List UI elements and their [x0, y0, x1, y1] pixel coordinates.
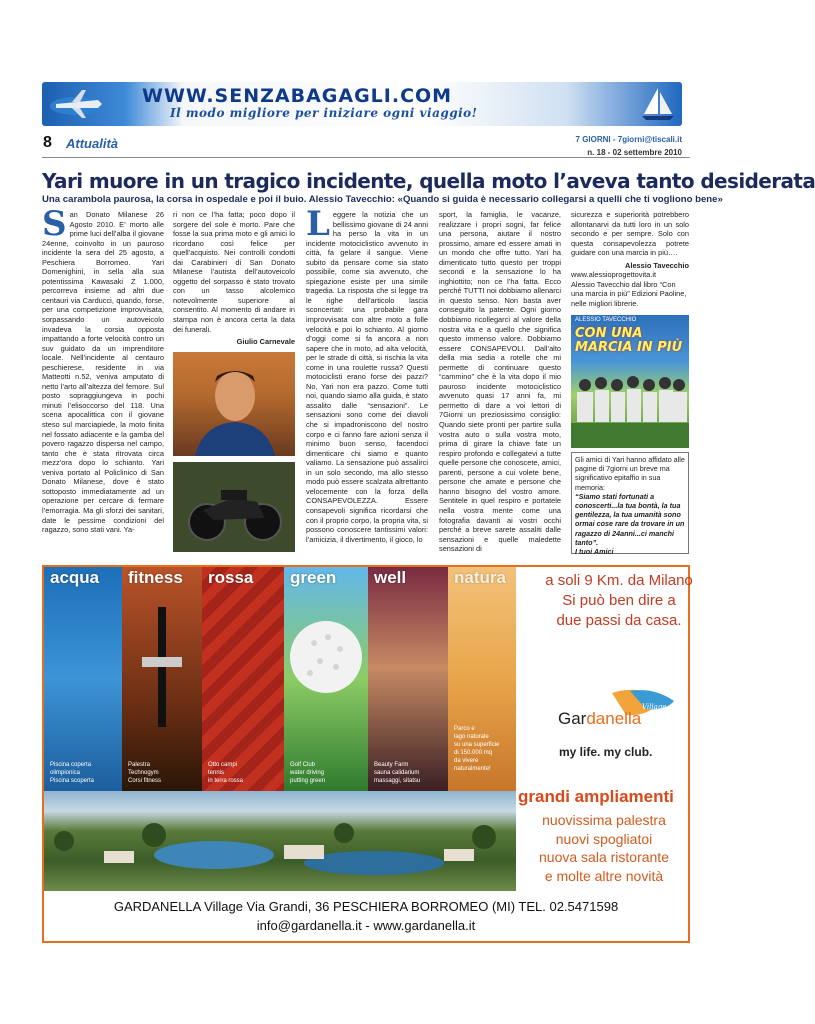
article-column-5	[571, 210, 689, 308]
header-divider	[42, 157, 690, 158]
article-column-2	[173, 210, 295, 347]
banner-url: WWW.SENZABAGAGLI.COM	[142, 85, 453, 107]
ad-panel-well	[368, 567, 448, 791]
logo-part2: danella	[586, 709, 642, 728]
website-link[interactable]: www.alessioprogettovita.it	[571, 270, 657, 280]
club-slogan: my life. my club.	[559, 745, 653, 759]
panel-label: natura	[454, 568, 506, 587]
panel-info: Piscina coperta olimpionica Piscina scoperta	[50, 762, 95, 784]
panel-info: Otto campi tennis in terra rossa	[208, 762, 244, 784]
tagline-line: due passi da casa.	[556, 612, 682, 629]
article-subhead: Una carambola paurosa, la corsa in ospedale e poi il buio. Alessio Tavecchio: «Quando si guida è necessario collegarsi a quelli che ti vogliono bene»	[42, 194, 723, 205]
issue-email: 7 GIORNI - 7giorni@tiscali.it	[575, 135, 682, 144]
book-author: ALESSIO TAVECCHIO	[575, 317, 637, 323]
panel-info: Parco e lago naturale su una superficie di 150.000 mq da vivere naturalmente!	[454, 726, 500, 772]
section-title: Attualità	[66, 136, 118, 151]
panel-label: acqua	[50, 568, 100, 587]
ad-panel-natura	[448, 567, 516, 791]
tagline-line: Si può ben dire a	[562, 592, 676, 609]
logo-wordmark	[558, 709, 641, 729]
book-cover	[571, 315, 689, 448]
banner-ad[interactable]	[42, 82, 682, 126]
airplane-icon	[48, 88, 106, 120]
ad-panel-green	[284, 567, 368, 791]
article-headline: Yari muore in un tragico incidente, quella moto l’aveva tanto desiderata	[42, 169, 815, 193]
column-text: ri non ce l’ha fatta; poco dopo il sorgere del sole è morto. Pare che fosse la sua prima moto e gli amici lo ricordano così felice per quell’acquisto. Nei controlli condotti dai Carabinieri di San Donato Milanese l’autista dell’autoveicolo oggetto del sorpasso è stato trovato con un tasso alcolemico notevolmente superiore al consentito. Al momento di andare in stampa non è ancora certa la data dei funerali.	[173, 210, 295, 334]
ad-address: GARDANELLA Village Via Grandi, 36 PESCHIERA BORROMEO (MI) TEL. 02.5471598	[113, 899, 619, 914]
ampliamenti-list	[518, 811, 690, 885]
issue-date: n. 18 - 02 settembre 2010	[587, 148, 682, 157]
list-item: nuova sala ristorante	[539, 849, 669, 865]
logo-part1: Gar	[558, 709, 587, 728]
logo-subtitle: Village	[642, 703, 667, 711]
sailboat-icon	[638, 86, 678, 122]
article-column-4	[439, 210, 561, 554]
column-text: eggere la notizia che un bellissimo giovane di 24 anni ha perso la vita in un incidente motociclistico avvenuto in città, fa gelare il sangue. Viene subito da pensare come sia stato possibile, come sia avvenuto, che spiegazione esiste per una simile tragedia. La risposta che si legge tra le righe dell’articolo lascia sconcertati: una probabile gara improvvisata con altre moto a folle velocità e poi lo schianto. Al giorno d’oggi come si fa ancora a non sapere che in moto, ad alta velocità, per le strade di città, si rischia la vita come in una roulette russa? Questi motociclisti erano forse dei pazzi? No, Yari non era pazzo. Come tutti noi, quando siamo alla guida, è stato assalito dalle “sensazioni”. Le sensazioni sono come dei diavoli che si impadroniscono del nostro corpo e ci fanno fare azioni senza il minimo buon senso, facendoci dimenticare chi siamo e quanto valiamo. La sensazione può assalirci in un solo secondo, ma allo stesso modo può essere scalzata altrettanto velocemente con la forza della CONSAPEVOLEZZA. Essere consapevoli significa ricordarsi che con il proprio corpo, la propria vita, si possono conoscere tantissimi valori: l’amicizia, il divertimento, il gioco, lo	[306, 210, 428, 544]
panel-info: Golf Club water driving putting green	[290, 762, 326, 784]
tagline-line: a soli 9 Km. da Milano	[545, 572, 693, 589]
ad-panel-acqua	[44, 567, 122, 791]
panel-label: well	[374, 568, 407, 587]
panel-label: rossa	[208, 568, 254, 587]
panel-info: Beauty Farm sauna calidarium massaggi, sitatsu	[374, 762, 421, 784]
author-signature: Alessio Tavecchio	[625, 260, 689, 270]
banner-slogan: Il modo migliore per iniziare ogni viaggio!	[170, 106, 478, 120]
portrait-photo	[173, 352, 295, 456]
motorcycle-photo	[173, 462, 295, 552]
page-number: 8	[43, 134, 52, 151]
list-item: nuovi spogliatoi	[555, 830, 653, 847]
aerial-photo	[44, 791, 516, 891]
column-text: sport, la famiglia, le vacanze, realizzare i propri sogni, far felice una persona, aiutare il nostro prossimo, amare ed essere amati in un mondo che offre tutto. Yari ha dimenticato tutto questo per troppi secondi e la sensazione lo ha inghiottito; non ce l’ha fatta. Ecco perché TUTTI noi dobbiamo allenarci in questo senso. Non basta aver conseguito la patente. Ogni giorno dobbiamo ricollegarci al valore della nostra vita e a quello che significa questo immenso valore. Dobbiamo essere CONSAPEVOLI. Dall’alto della mia sedia a rotelle che mi permette di continuare questo “cammino” che è la vita dopo il mio pauroso incidente motociclistico avvenuto quasi 17 anni fa, mi permetto di dare a voi lettori di 7Giorni un preziosissimo consiglio: Quando siete pronti per partire sulla vostra auto o sulla vostra moto, prima di girare la chiave fate un respiro profondo e collegatevi a tutte quelle persone che conoscete, amici, parenti, persone a cui volete bene, persone che amate e persone che hanno bisogno del vostro amore. Sentitele in quel respiro e portatele nella vostra mente come una fotografia davanti ai vostri occhi perché a breve sarete assaliti dalle sensazioni e quelle maledette sensazioni di	[439, 210, 561, 554]
drop-cap: S	[42, 204, 67, 244]
list-item: e molte altre novità	[544, 867, 664, 884]
author-signature: Giulio Carnevale	[236, 337, 295, 347]
epitaph-signature: I tuoi Amici	[575, 547, 614, 557]
epitaph-intro: Gli amici di Yari hanno affidato alle pagine di 7giorni un breve ma significativo epitaffio in sua memoria:	[575, 455, 685, 492]
panel-info: Palestra Technogym Corsi fitness	[128, 762, 162, 784]
ad-website[interactable]: info@gardanella.it - www.gardanella.it	[256, 918, 476, 933]
article-column-3	[306, 204, 428, 544]
ad-tagline	[544, 571, 694, 631]
column-text: an Donato Milanese 26 Agosto 2010. E’ morto alle prime luci dell’alba il giovane 24enne, coinvolto in un pauroso incidente la sera del 25 agosto, a Peschiera Borromeo. Yari Domenighini, in sella alla sua potentissima Kawasaki Z 1.000, percorreva insieme ad altri due centauri via Carducci, quando, forse, per una competizione improvvisata, sorpassando un autoveicolo invadeva la corsia opposta impattando a forte velocità contro un suv guidato da un imprenditore locale. Nell’incidente al centauro peschierese, residente in via Matteotti n.52, veniva amputato di netto l’arto all’altezza del femore. Sul posto sopraggiungeva in pochi minuti l’elisoccorso del 118. Una scena apocalittica con il giovane steso sul marciapiede, la moto finita nel fossato adiacente e la gamba del povero ragazzo dispersa nel campo, tanto che è stata ritrovata circa mezz’ora dopo lo schianto. Yari veniva portato al Policlinico di San Donato Milanese, dove è stato sottoposto immediatamente ad un operazione per cercare di fermare l’emorragia. Ma gli sforzi dei sanitari, date le pessime condizioni del ragazzo, sono stati vani. Ya-	[42, 210, 164, 535]
article-column-1	[42, 204, 164, 535]
epitaph-box	[571, 452, 689, 557]
gardanella-logo	[542, 687, 692, 741]
gardanella-advertisement[interactable]	[42, 565, 693, 943]
book-title: CON UNA MARCIA IN PIÙ	[575, 326, 683, 355]
epitaph-quote: “Siamo stati fortunati a conoscerti...la tua bontà, la tua gentilezza, la tua umanità sono ormai cose rare da trovare in un ragazzo di 24anni...ci manchi tanto”.	[575, 491, 685, 547]
book-reference: Alessio Tavecchio dal libro “Con una marcia in più” Edizioni Paoline, nelle migliori librerie.	[571, 279, 687, 308]
panel-label: fitness	[128, 568, 183, 587]
list-item: nuovissima palestra	[542, 812, 666, 828]
panel-label: green	[290, 568, 337, 587]
column-text: sicurezza e superiorità potrebbero allontanarvi da tutti loro in un solo secondo e per sempre. Solo con questa consapevolezza potrete guidare con una marcia in più….	[571, 210, 689, 258]
grandi-ampliamenti: grandi ampliamenti	[518, 787, 674, 806]
ad-panel-fitness	[122, 567, 202, 791]
ad-panel-rossa	[202, 567, 284, 791]
drop-cap: L	[306, 204, 330, 244]
